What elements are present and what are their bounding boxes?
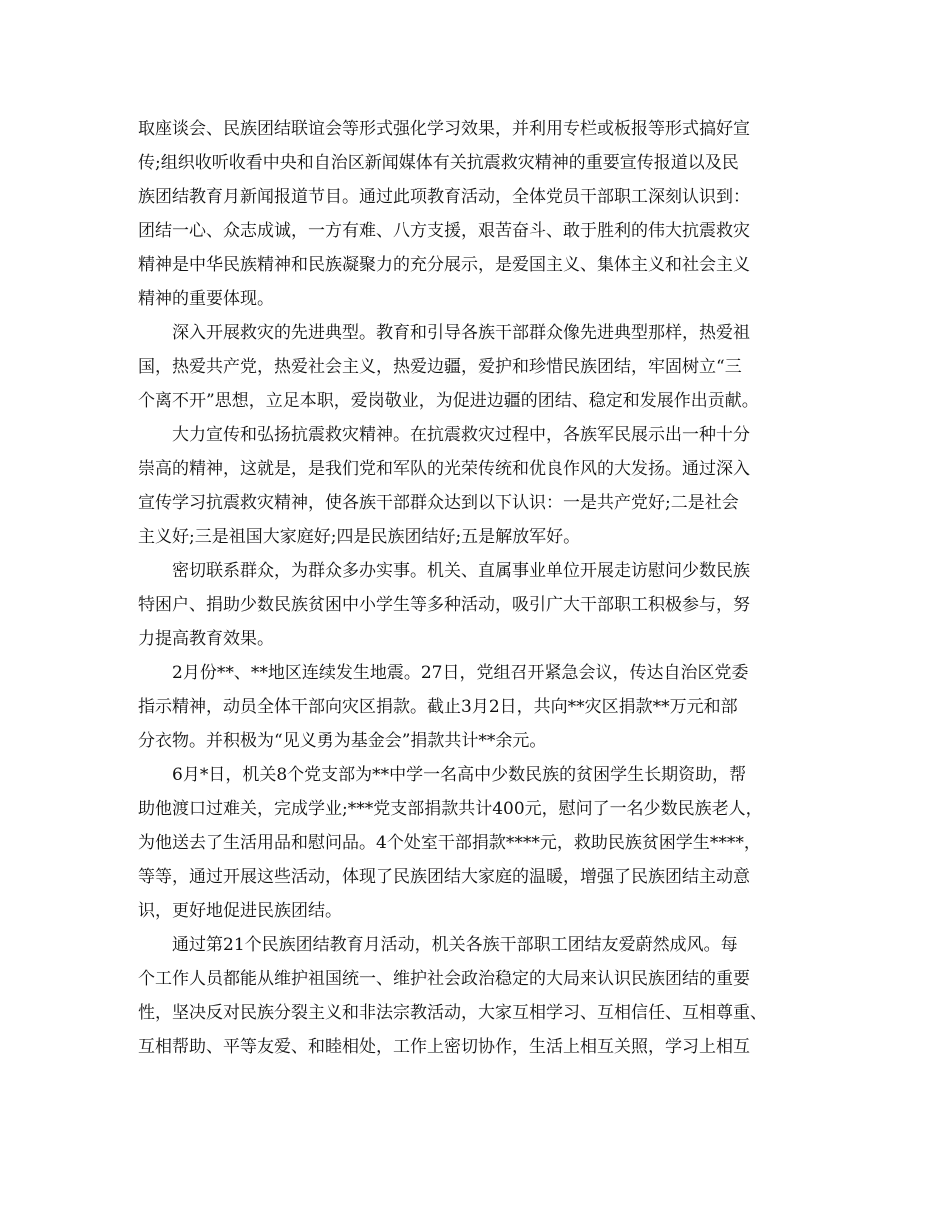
text-line: 性，坚决反对民族分裂主义和非法宗教活动，大家互相学习、互相信任、互相尊重、: [138, 1003, 767, 1023]
text-line: 为他送去了生活用品和慰问品。4个处室干部捐款****元，救助民族贫困学生****，: [138, 833, 761, 853]
text-line: 等等，通过开展这些活动，体现了民族团结大家庭的温暖，增强了民族团结主动意: [138, 867, 750, 887]
text-line: 大力宣传和弘扬抗震救灾精神。在抗震救灾过程中，各族军民展示出一种十分: [172, 425, 750, 445]
text-line: 国，热爱共产党，热爱社会主义，热爱边疆，爱护和珍惜民族团结，牢固树立“三: [138, 357, 742, 377]
text-line: 族团结教育月新闻报道节目。通过此项教育活动，全体党员干部职工深刻认识到：: [138, 187, 750, 207]
text-line: 宣传学习抗震救灾精神，使各族干部群众达到以下认识：一是共产党好;二是社会: [138, 493, 739, 513]
text-line: 个离不开”思想，立足本职，爱岗敬业，为促进边疆的团结、稳定和发展作出贡献。: [138, 391, 759, 411]
text-line: 精神是中华民族精神和民族凝聚力的充分展示，是爱国主义、集体主义和社会主义: [138, 255, 750, 275]
text-line: 传;组织收听收看中央和自治区新闻媒体有关抗震救灾精神的重要宣传报道以及民: [138, 153, 739, 173]
text-line: 助他渡口过难关，完成学业;***党支部捐款共计400元，慰问了一名少数民族老人，: [138, 799, 763, 819]
text-line: 取座谈会、民族团结联谊会等形式强化学习效果，并利用专栏或板报等形式搞好宣: [138, 119, 750, 139]
text-line: 通过第21个民族团结教育月活动，机关各族干部职工团结友爱蔚然成风。每: [172, 935, 738, 955]
text-line: 深入开展救灾的先进典型。教育和引导各族干部群众像先进典型那样，热爱祖: [172, 323, 750, 343]
text-line: 识，更好地促进民族团结。: [138, 901, 342, 921]
text-line: 2月份**、**地区连续发生地震。27日，党组召开紧急会议，传达自治区党委: [172, 663, 749, 683]
text-line: 密切联系群众，为群众多办实事。机关、直属事业单位开展走访慰问少数民族: [172, 561, 750, 581]
text-line: 指示精神，动员全体干部向灾区捐款。截止3月2日，共向**灾区捐款**万元和部: [138, 697, 738, 717]
text-line: 特困户、捐助少数民族贫困中小学生等多种活动，吸引广大干部职工积极参与，努: [138, 595, 750, 615]
text-line: 崇高的精神，这就是，是我们党和军队的光荣传统和优良作风的大发扬。通过深入: [138, 459, 750, 479]
text-line: 精神的重要体现。: [138, 289, 274, 309]
text-line: 团结一心、众志成诚，一方有难、八方支援，艰苦奋斗、敢于胜利的伟大抗震救灾: [138, 221, 750, 241]
text-line: 6月*日，机关8个党支部为**中学一名高中少数民族的贫困学生长期资助，帮: [172, 765, 747, 785]
text-line: 分衣物。并积极为“见义勇为基金会”捐款共计**余元。: [138, 731, 547, 751]
text-line: 个工作人员都能从维护祖国统一、维护社会政治稳定的大局来认识民族团结的重要: [138, 969, 750, 989]
text-line: 主义好;三是祖国大家庭好;四是民族团结好;五是解放军好。: [138, 527, 581, 547]
text-line: 力提高教育效果。: [138, 629, 274, 649]
document-body: [138, 112, 818, 1064]
text-line: 互相帮助、平等友爱、和睦相处，工作上密切协作，生活上相互关照，学习上相互: [138, 1037, 750, 1057]
